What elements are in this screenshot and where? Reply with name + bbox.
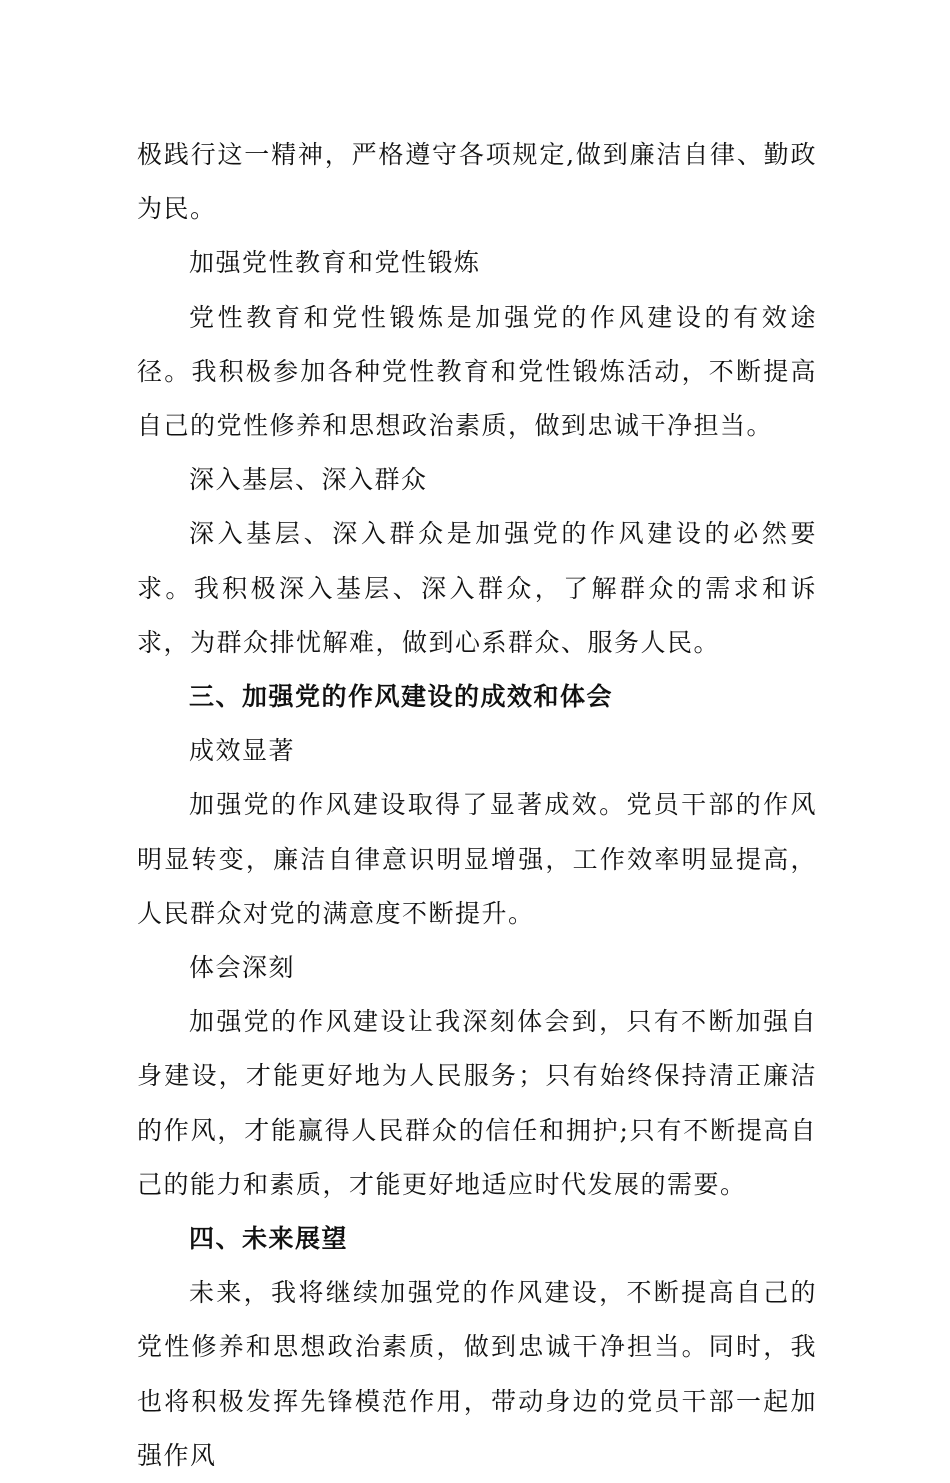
paragraph-party-education: 党性教育和党性锻炼是加强党的作风建设的有效途径。我积极参加各种党性教育和党性锻炼活动，不断提高自己的党性修养和思想政治素质，做到忠诚干净担当。 bbox=[137, 302, 817, 441]
section-heading-outlook: 四、未来展望 bbox=[189, 1224, 349, 1254]
subheading-insights: 体会深刻 bbox=[189, 953, 296, 983]
subheading-grassroots: 深入基层、深入群众 bbox=[189, 465, 428, 495]
document-page bbox=[137, 128, 817, 1483]
paragraph-continuation: 极践行这一精神，严格遵守各项规定,做到廉洁自律、勤政为民。 bbox=[137, 140, 817, 224]
subheading-party-education: 加强党性教育和党性锻炼 bbox=[189, 248, 481, 278]
paragraph-outlook: 未来，我将继续加强党的作风建设，不断提高自己的党性修养和思想政治素质，做到忠诚干净担当。同时，我也将积极发挥先锋模范作用，带动身边的党员干部一起加强作风 bbox=[137, 1278, 817, 1470]
paragraph-results: 加强党的作风建设取得了显著成效。党员干部的作风明显转变，廉洁自律意识明显增强，工作效率明显提高，人民群众对党的满意度不断提升。 bbox=[137, 790, 817, 928]
section-heading-results: 三、加强党的作风建设的成效和体会 bbox=[189, 682, 614, 712]
subheading-results: 成效显著 bbox=[189, 736, 296, 766]
paragraph-insights: 加强党的作风建设让我深刻体会到，只有不断加强自身建设，才能更好地为人民服务；只有始终保持清正廉洁的作风，才能赢得人民群众的信任和拥护;只有不断提高自己的能力和素质，才能更好地适应时代发展的需要。 bbox=[137, 1007, 817, 1199]
paragraph-grassroots: 深入基层、深入群众是加强党的作风建设的必然要求。我积极深入基层、深入群众，了解群众的需求和诉求，为群众排忧解难，做到心系群众、服务人民。 bbox=[137, 519, 817, 657]
